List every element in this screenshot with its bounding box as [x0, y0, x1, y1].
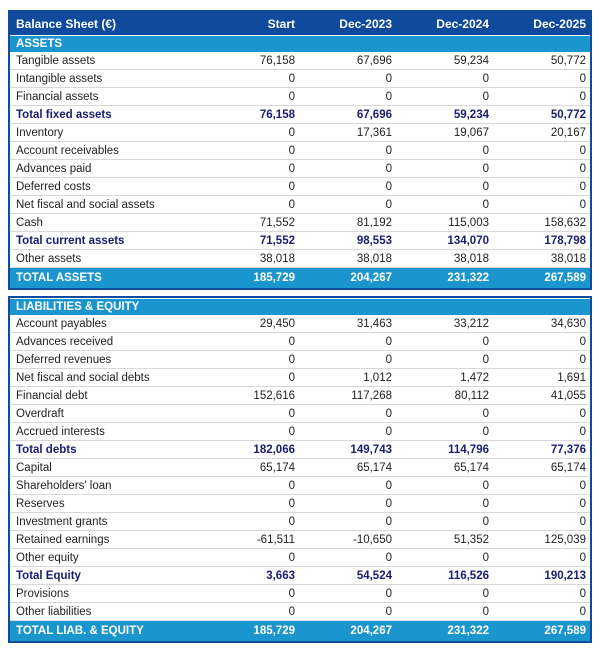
table-row — [10, 495, 590, 513]
cell-value: 0 — [579, 353, 586, 366]
cell-value: 33,212 — [453, 317, 489, 330]
table-row — [10, 333, 590, 351]
cell-value: 0 — [385, 479, 392, 492]
cell-value: 0 — [579, 515, 586, 528]
cell-value: 59,234 — [453, 108, 489, 121]
cell-value: 0 — [288, 353, 295, 366]
cell-value: 67,696 — [356, 108, 392, 121]
cell-value: 149,743 — [350, 443, 392, 456]
row-label: Cash — [16, 216, 43, 229]
cell-value: 117,268 — [351, 389, 392, 402]
cell-value: 1,012 — [363, 371, 392, 384]
cell-value: 0 — [579, 605, 586, 618]
cell-value: 134,070 — [447, 234, 489, 247]
cell-value: 0 — [288, 479, 295, 492]
cell-value: 0 — [579, 72, 586, 85]
cell-value: 0 — [482, 407, 489, 420]
cell-value: 0 — [385, 198, 392, 211]
cell-value: 0 — [385, 515, 392, 528]
cell-value: 0 — [288, 144, 295, 157]
total-cell-value: 204,267 — [350, 272, 392, 284]
table-row — [10, 88, 590, 106]
cell-value: 0 — [385, 90, 392, 103]
table-row — [10, 250, 590, 268]
cell-value: 0 — [385, 72, 392, 85]
cell-value: 0 — [288, 162, 295, 175]
cell-value: 0 — [482, 551, 489, 564]
liabilities-equity-block — [8, 296, 592, 643]
cell-value: 190,213 — [544, 569, 586, 582]
total-assets-row — [10, 268, 590, 288]
page-title: Balance Sheet (€) — [16, 16, 117, 31]
cell-value: 116,526 — [448, 569, 489, 582]
cell-value: 0 — [288, 371, 295, 384]
cell-value: 0 — [385, 353, 392, 366]
table-row — [10, 160, 590, 178]
table-row — [10, 585, 590, 603]
total-cell-value: 185,729 — [253, 272, 295, 284]
liabilities-rows-container — [10, 315, 590, 621]
cell-value: 0 — [288, 180, 295, 193]
cell-value: 71,552 — [259, 234, 295, 247]
assets-rows-container — [10, 52, 590, 268]
cell-value: 98,553 — [356, 234, 392, 247]
table-row — [10, 315, 590, 333]
table-row — [10, 214, 590, 232]
table-row — [10, 232, 590, 250]
row-label: Net fiscal and social debts — [16, 371, 150, 384]
table-row — [10, 52, 590, 70]
table-row — [10, 477, 590, 495]
cell-value: 0 — [288, 335, 295, 348]
cell-value: 0 — [385, 425, 392, 438]
cell-value: 1,691 — [557, 371, 586, 384]
cell-value: 76,158 — [259, 108, 295, 121]
table-row — [10, 142, 590, 160]
cell-value: 0 — [482, 90, 489, 103]
cell-value: 65,174 — [259, 461, 295, 474]
table-row — [10, 70, 590, 88]
cell-value: 0 — [482, 497, 489, 510]
cell-value: 1,472 — [460, 371, 489, 384]
cell-value: 80,112 — [454, 389, 489, 402]
cell-value: 38,018 — [453, 252, 489, 265]
row-label: Other liabilities — [16, 605, 92, 618]
row-label: Deferred costs — [16, 180, 91, 193]
cell-value: 65,174 — [356, 461, 392, 474]
cell-value: -10,650 — [352, 533, 392, 546]
table-row — [10, 106, 590, 124]
row-label: Total debts — [16, 443, 77, 456]
row-label: Account receivables — [16, 144, 119, 157]
row-label: Shareholders' loan — [16, 479, 112, 492]
total-row-label: TOTAL LIAB. & EQUITY — [16, 625, 144, 637]
total-cell-value: 267,589 — [544, 625, 586, 637]
cell-value: 0 — [288, 90, 295, 103]
row-label: Other assets — [16, 252, 82, 265]
cell-value: 114,796 — [448, 443, 489, 456]
cell-value: 0 — [579, 162, 586, 175]
table-row — [10, 567, 590, 585]
cell-value: 29,450 — [259, 317, 295, 330]
cell-value: 0 — [579, 335, 586, 348]
cell-value: 0 — [579, 497, 586, 510]
cell-value: 71,552 — [259, 216, 295, 229]
cell-value: 50,772 — [550, 108, 586, 121]
cell-value: 0 — [579, 198, 586, 211]
cell-value: 0 — [385, 144, 392, 157]
cell-value: 0 — [385, 162, 392, 175]
column-header-dec-2025: Dec-2025 — [533, 16, 586, 31]
cell-value: 3,663 — [266, 569, 295, 582]
cell-value: 115,003 — [448, 216, 489, 229]
row-label: Advances paid — [16, 162, 92, 175]
row-label: Capital — [16, 461, 52, 474]
table-row — [10, 369, 590, 387]
cell-value: 0 — [579, 479, 586, 492]
table-row — [10, 513, 590, 531]
row-label: Total current assets — [16, 234, 125, 247]
cell-value: 0 — [385, 180, 392, 193]
cell-value: 0 — [482, 144, 489, 157]
cell-value: 0 — [288, 198, 295, 211]
cell-value: 0 — [385, 551, 392, 564]
table-row — [10, 351, 590, 369]
cell-value: 76,158 — [259, 54, 295, 67]
cell-value: 0 — [579, 90, 586, 103]
row-label: Provisions — [16, 587, 70, 600]
row-label: Financial assets — [16, 90, 99, 103]
table-row — [10, 387, 590, 405]
cell-value: 54,524 — [356, 569, 392, 582]
section-header-label: LIABILITIES & EQUITY — [16, 301, 140, 313]
cell-value: 50,772 — [550, 54, 586, 67]
cell-value: 0 — [482, 353, 489, 366]
column-header-start: Start — [267, 16, 295, 31]
row-label: Retained earnings — [16, 533, 110, 546]
row-label: Total fixed assets — [16, 108, 112, 121]
cell-value: 0 — [482, 335, 489, 348]
row-label: Accrued interests — [16, 425, 105, 438]
cell-value: 38,018 — [356, 252, 392, 265]
table-row — [10, 603, 590, 621]
cell-value: 0 — [579, 407, 586, 420]
row-label: Overdraft — [16, 407, 64, 420]
cell-value: 0 — [579, 551, 586, 564]
row-label: Financial debt — [16, 389, 88, 402]
cell-value: 0 — [579, 587, 586, 600]
section-header-liabilities-equity — [10, 298, 590, 315]
cell-value: 20,167 — [550, 126, 586, 139]
cell-value: 0 — [482, 605, 489, 618]
column-header-dec-2023: Dec-2023 — [339, 16, 392, 31]
table-row — [10, 531, 590, 549]
section-header-label: ASSETS — [16, 38, 63, 50]
cell-value: 81,192 — [356, 216, 392, 229]
cell-value: 0 — [482, 198, 489, 211]
cell-value: 38,018 — [550, 252, 586, 265]
table-row — [10, 441, 590, 459]
cell-value: 0 — [288, 497, 295, 510]
cell-value: 0 — [288, 72, 295, 85]
cell-value: 19,067 — [453, 126, 489, 139]
row-label: Net fiscal and social assets — [16, 198, 155, 211]
row-label: Other equity — [16, 551, 79, 564]
cell-value: 0 — [288, 425, 295, 438]
cell-value: 34,630 — [550, 317, 586, 330]
row-label: Reserves — [16, 497, 65, 510]
total-cell-value: 185,729 — [253, 625, 295, 637]
cell-value: 65,174 — [550, 461, 586, 474]
total-cell-value: 267,589 — [544, 272, 586, 284]
row-label: Intangible assets — [16, 72, 103, 85]
cell-value: 0 — [482, 162, 489, 175]
cell-value: 0 — [579, 425, 586, 438]
cell-value: 0 — [482, 479, 489, 492]
cell-value: 0 — [385, 497, 392, 510]
cell-value: 0 — [385, 407, 392, 420]
cell-value: 0 — [385, 587, 392, 600]
table-row — [10, 178, 590, 196]
cell-value: 51,352 — [453, 533, 489, 546]
table-row — [10, 405, 590, 423]
total-cell-value: 231,322 — [447, 272, 489, 284]
table-header-row — [10, 12, 590, 35]
cell-value: 152,616 — [253, 389, 295, 402]
cell-value: 0 — [482, 72, 489, 85]
row-label: Investment grants — [16, 515, 108, 528]
cell-value: 17,361 — [356, 126, 392, 139]
cell-value: 178,798 — [544, 234, 586, 247]
table-row — [10, 549, 590, 567]
cell-value: 0 — [482, 587, 489, 600]
cell-value: 41,055 — [550, 389, 586, 402]
cell-value: 125,039 — [544, 533, 586, 546]
row-label: Deferred revenues — [16, 353, 112, 366]
cell-value: -61,511 — [256, 533, 295, 546]
total-cell-value: 231,322 — [447, 625, 489, 637]
cell-value: 0 — [288, 587, 295, 600]
cell-value: 0 — [385, 605, 392, 618]
section-header-assets — [10, 35, 590, 52]
cell-value: 158,632 — [544, 216, 586, 229]
row-label: Advances received — [16, 335, 114, 348]
cell-value: 77,376 — [550, 443, 586, 456]
row-label: Inventory — [16, 126, 64, 139]
total-row-label: TOTAL ASSETS — [16, 272, 102, 284]
row-label: Account payables — [16, 317, 107, 330]
cell-value: 67,696 — [356, 54, 392, 67]
cell-value: 0 — [482, 180, 489, 193]
cell-value: 0 — [288, 515, 295, 528]
row-label: Tangible assets — [16, 54, 96, 67]
cell-value: 0 — [288, 407, 295, 420]
cell-value: 0 — [579, 180, 586, 193]
cell-value: 0 — [579, 144, 586, 157]
column-header-dec-2024: Dec-2024 — [436, 16, 489, 31]
cell-value: 38,018 — [259, 252, 295, 265]
cell-value: 65,174 — [453, 461, 489, 474]
cell-value: 31,463 — [356, 317, 392, 330]
total-cell-value: 204,267 — [350, 625, 392, 637]
cell-value: 0 — [288, 126, 295, 139]
total-liab-equity-row — [10, 621, 590, 641]
table-row — [10, 459, 590, 477]
table-row — [10, 423, 590, 441]
table-row — [10, 124, 590, 142]
assets-block — [8, 10, 592, 290]
cell-value: 0 — [385, 335, 392, 348]
table-row — [10, 196, 590, 214]
cell-value: 0 — [288, 551, 295, 564]
cell-value: 182,066 — [253, 443, 295, 456]
cell-value: 0 — [482, 425, 489, 438]
row-label: Total Equity — [16, 569, 81, 582]
cell-value: 0 — [288, 605, 295, 618]
cell-value: 0 — [482, 515, 489, 528]
cell-value: 59,234 — [453, 54, 489, 67]
